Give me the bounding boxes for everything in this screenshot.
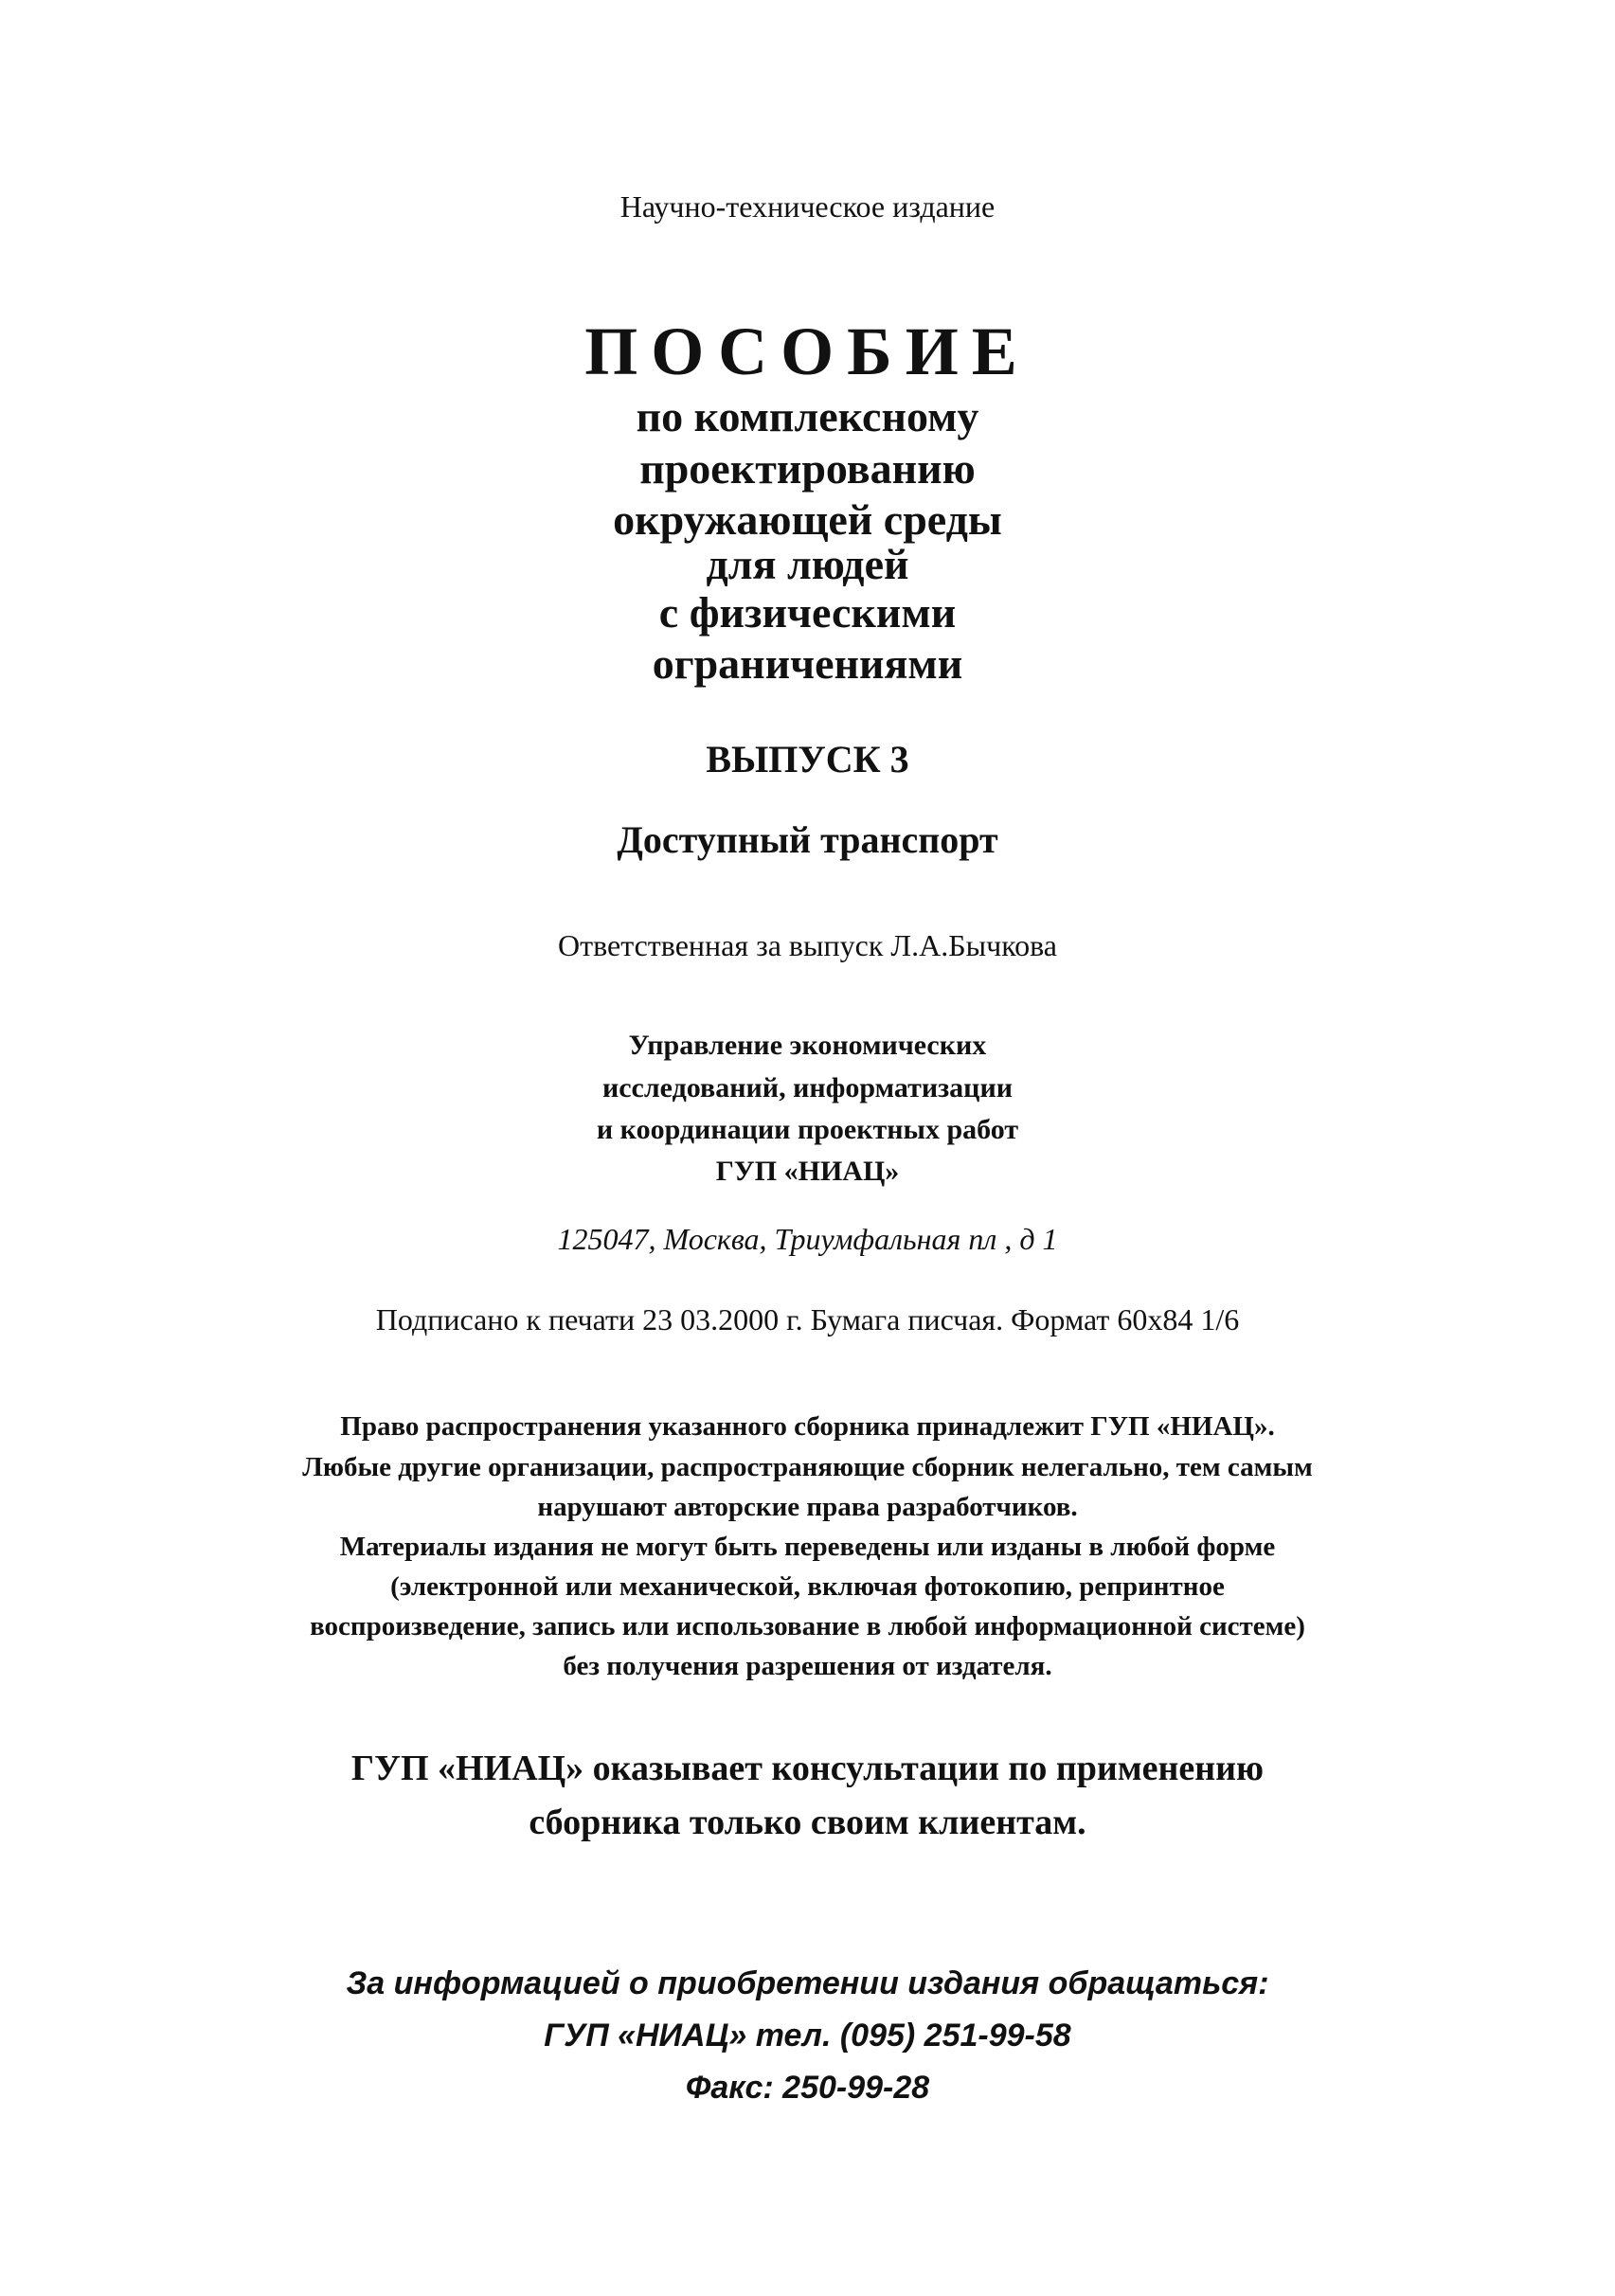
contact-fax: Факс: 250-99-28: [685, 2070, 930, 2106]
publisher-line: исследований, информатизации: [601, 1072, 1014, 1103]
print-info: Подписано к печати 23 03.2000 г. Бумага писчая. Формат 60х84 1/6: [375, 1302, 1240, 1336]
rights-line: (электронной или механической, включая фотокопию, репринтное: [390, 1571, 1225, 1602]
contact-phone: ГУП «НИАЦ» тел. (095) 251-99-58: [544, 2018, 1071, 2054]
publisher-line: ГУП «НИАЦ»: [715, 1156, 900, 1187]
title-line: с физическими: [658, 588, 957, 637]
publisher-address: 125047, Москва, Триумфальная пл , д 1: [557, 1222, 1058, 1256]
title-line: ограничениями: [652, 639, 963, 688]
responsible-editor: Ответственная за выпуск Л.А.Бычкова: [558, 928, 1057, 962]
publisher-line: и координации проектных работ: [596, 1114, 1019, 1145]
rights-line: воспроизведение, запись или использование в любой информационной системе): [310, 1611, 1305, 1641]
contact-line: За информацией о приобретении издания обращаться:: [346, 1965, 1269, 2001]
title-line: окружающей среды: [613, 495, 1002, 544]
title-line: для людей: [706, 540, 909, 588]
rights-line: нарушают авторские права разработчиков.: [537, 1492, 1078, 1522]
document-title: ПОСОБИЕ: [584, 314, 1031, 389]
title-line: проектированию: [639, 444, 976, 493]
edition-type: Научно-техническое издание: [619, 189, 996, 224]
consultation-line: ГУП «НИАЦ» оказывает консультации по применению: [350, 1749, 1265, 1788]
issue-subtitle: Доступный транспорт: [617, 818, 998, 861]
rights-line: Материалы издания не могут быть переведены или изданы в любой форме: [339, 1532, 1276, 1562]
issue-number: ВЫПУСК 3: [706, 738, 909, 780]
consultation-line: сборника только своим клиентам.: [529, 1803, 1086, 1842]
title-line: по комплексному: [636, 392, 979, 440]
publisher-line: Управление экономических: [628, 1030, 987, 1061]
rights-line: Любые другие организации, распространяющие сборник нелегально, тем самым: [302, 1452, 1313, 1482]
rights-line: без получения разрешения от издателя.: [563, 1651, 1052, 1681]
rights-line: Право распространения указанного сборника принадлежит ГУП «НИАЦ».: [340, 1411, 1275, 1442]
